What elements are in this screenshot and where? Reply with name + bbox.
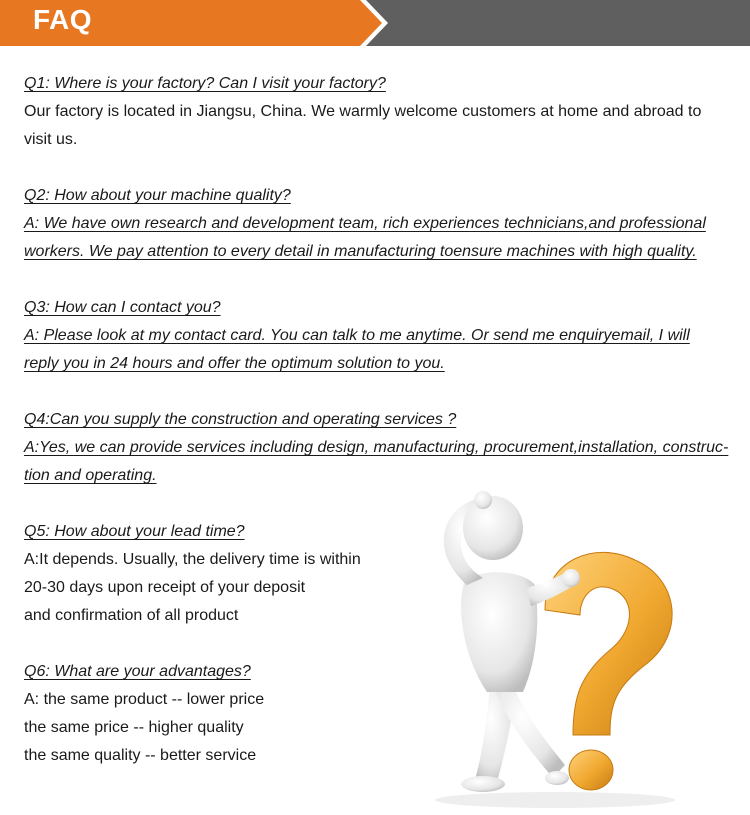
faq-question: Q3: How can I contact you? (24, 299, 221, 316)
faq-item-2 (24, 182, 724, 266)
faq-answer-line: and confirmation of all product (24, 607, 239, 624)
faq-question: Q6: What are your advantages? (24, 663, 251, 680)
thinking-figure-question-mark-icon (395, 470, 725, 810)
faq-header-banner (0, 0, 750, 46)
faq-answer-line: tion and operating. (24, 467, 157, 484)
faq-answer-line: workers. We pay attention to every detail in manufacturing toensure machines with high quality. (24, 243, 697, 260)
faq-answer-line: reply you in 24 hours and offer the optimum solution to you. (24, 355, 445, 372)
faq-answer-line: A: Please look at my contact card. You can talk to me anytime. Or send me enquiryemail, I will (24, 327, 690, 344)
faq-answer-line: visit us. (24, 131, 78, 148)
faq-answer-line: the same price -- higher quality (24, 719, 244, 736)
faq-question: Q5: How about your lead time? (24, 523, 245, 540)
faq-question: Q4:Can you supply the construction and operating services ? (24, 411, 457, 428)
faq-answer-line: A:Yes, we can provide services including design, manufacturing, procurement,installation, construc- (24, 439, 729, 456)
page-title: FAQ (33, 4, 93, 35)
faq-question: Q2: How about your machine quality? (24, 187, 291, 204)
faq-answer-line: 20-30 days upon receipt of your deposit (24, 579, 306, 596)
faq-question: Q1: Where is your factory? Can I visit your factory? (24, 75, 386, 92)
faq-answer-line: A: the same product -- lower price (24, 691, 265, 708)
faq-answer-line: A:It depends. Usually, the delivery time is within (24, 551, 361, 568)
faq-answer-line: Our factory is located in Jiangsu, China. We warmly welcome customers at home and abroad to (24, 103, 702, 120)
faq-item-3 (24, 294, 724, 378)
faq-item-1 (24, 70, 724, 154)
faq-answer-line: A: We have own research and development team, rich experiences technicians,and professional (24, 215, 706, 232)
faq-answer-line: the same quality -- better service (24, 747, 257, 764)
banner-background (0, 0, 750, 46)
